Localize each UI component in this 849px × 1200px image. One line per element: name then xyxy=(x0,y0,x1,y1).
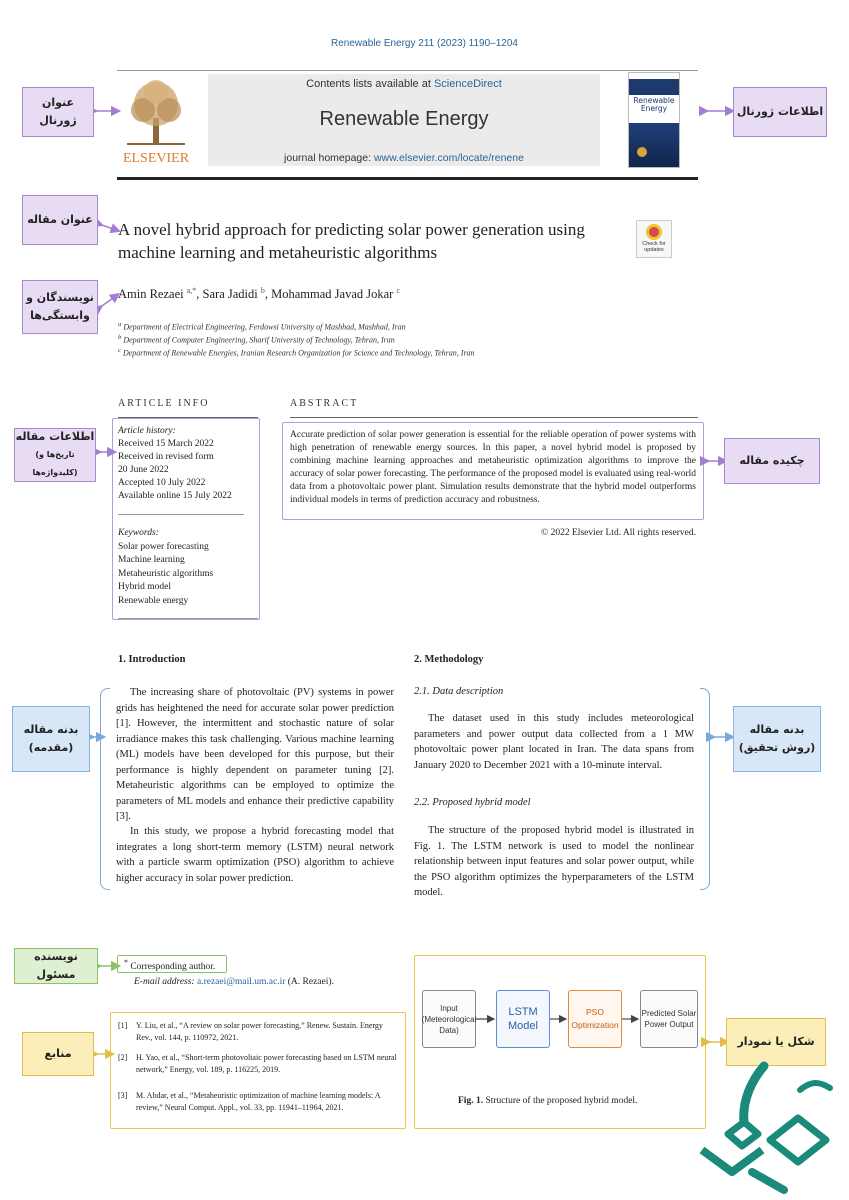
article-info-heading: ARTICLE INFO xyxy=(118,398,210,409)
abstract-heading: ABSTRACT xyxy=(290,398,359,409)
history-item: Available online 15 July 2022 xyxy=(118,491,232,501)
email-label: E-mail address: xyxy=(134,977,197,987)
cover-title: Renewable Energy xyxy=(629,95,679,123)
homepage-prefix: journal homepage: xyxy=(284,152,374,164)
callout-journal-title: عنوان ژورنال xyxy=(22,87,94,137)
journal-banner xyxy=(208,74,600,166)
author-affil-sup[interactable]: c xyxy=(396,286,401,295)
affiliation: $^a$ Department of Electrical Engineering, Ferdowsi University of Mashhad, Mashhad, Iran xyxy=(118,321,406,332)
divider xyxy=(118,514,244,515)
journal-cover-image xyxy=(628,72,680,168)
callout-abstract: چکیده مقاله xyxy=(724,438,820,484)
check-updates-label: Check for updates xyxy=(642,241,666,253)
elsevier-tree-icon xyxy=(117,74,195,166)
subsection-heading: 2.1. Data description xyxy=(414,686,504,697)
flow-box-pso: PSO Optimization xyxy=(568,990,622,1048)
keyword: Metaheuristic algorithms xyxy=(118,568,214,579)
history-item: Received 15 March 2022 xyxy=(118,439,214,449)
author-affil-sup[interactable]: a,* xyxy=(186,286,197,295)
homepage-link[interactable]: www.elsevier.com/locate/renene xyxy=(373,152,524,164)
journal-name: Renewable Energy xyxy=(319,108,489,130)
elsevier-logo xyxy=(117,74,195,166)
callout-authors-line2: وابستگی‌ها xyxy=(30,309,90,322)
email-line xyxy=(134,977,334,987)
keyword: Machine learning xyxy=(118,555,185,565)
callout-body-intro xyxy=(12,706,90,772)
figure-caption xyxy=(458,1096,637,1106)
callout-body-right-line1: بدنه مقاله xyxy=(749,723,805,736)
callout-journal-info: اطلاعات ژورنال xyxy=(733,87,827,137)
keywords-label: Keywords: xyxy=(118,528,159,538)
methodology-heading: 2. Methodology xyxy=(414,654,484,665)
intro-bracket xyxy=(100,688,110,890)
subsection-heading: 2.2. Proposed hybrid model xyxy=(414,797,531,808)
figure-label: Fig. 1. xyxy=(458,1096,484,1106)
author-name[interactable]: Sara Jadidi xyxy=(202,287,258,302)
watermark-logo xyxy=(692,1060,842,1196)
history-item: Received in revised form xyxy=(118,452,214,462)
abstract-text: Accurate prediction of solar power generation is essential for the reliable operation of power systems with high penetration of renewable energy sources. In this paper, a novel hybrid model is proposed by combining machine learning approaches and metaheuristic optimization algorithms to improve the accuracy of solar power forecasting. The performance of the proposed model is evaluated using real-world data from a photovoltaic power plant. Simulation results demonstrate that the hybrid model outperforms individual models in terms of prediction accuracy and robustness. xyxy=(290,430,696,505)
callout-body-left-line1: بدنه مقاله xyxy=(23,723,79,736)
figure-caption-text: Structure of the proposed hybrid model. xyxy=(483,1096,638,1106)
keywords-list xyxy=(118,527,213,608)
callout-body-left-line2: (مقدمه) xyxy=(28,741,74,754)
divider xyxy=(118,618,258,619)
sciencedirect-link[interactable]: ScienceDirect xyxy=(433,78,502,90)
callout-authors-line1: نویسندگان و xyxy=(26,291,94,304)
method-bracket xyxy=(700,688,710,890)
corresponding-note: * Corresponding author. xyxy=(124,958,216,973)
intro-heading: 1. Introduction xyxy=(118,654,186,665)
contents-line xyxy=(208,78,600,90)
reference-item[interactable]: [3] M. Abdar, et al., “Metaheuristic optimization of machine learning models: A review,” Neural Comput. Appl., vol. 33, pp. 11941–11964, 2021. xyxy=(118,1091,381,1112)
callout-body-method xyxy=(733,706,821,772)
callout-article-title: عنوان مقاله xyxy=(22,195,98,245)
copyright-notice: © 2022 Elsevier Ltd. All rights reserved. xyxy=(541,528,696,538)
keyword: Renewable energy xyxy=(118,595,189,606)
method-paragraph: The dataset used in this study includes meteorological parameters and power output data collected from a 1 MW photovoltaic power plant located in Iran. The data spans from January 2020 to December 2021 with a 10-minute interval. xyxy=(414,713,694,771)
article-title: A novel hybrid approach for predicting solar power generation using machine learning and metaheuristic algorithms xyxy=(118,220,585,262)
author-affil-sup[interactable]: b xyxy=(260,286,265,295)
check-for-updates-button[interactable] xyxy=(636,220,672,258)
publisher-name: ELSEVIER xyxy=(122,151,190,166)
divider xyxy=(290,417,698,418)
intro-paragraph: The increasing share of photovoltaic (PV) systems in power grids has heightened the need for accurate solar power prediction [1]. However, the intermittent and stochastic nature of solar irradiance makes this task challenging. Various machine learning (ML) models have been developed for this purpose, but their performance is highly dependent on parameter tuning [2]. Metaheuristic algorithms can be employed to optimize the parameters of ML models and enhance their predictive capability [3]. xyxy=(116,687,394,822)
intro-paragraph: In this study, we propose a hybrid forecasting model that integrates a long short-term memory (LSTM) neural network with a particle swarm optimization (PSO) algorithm to achieve higher accuracy in solar power prediction. xyxy=(116,826,394,884)
corresponding-label: Corresponding author. xyxy=(130,962,216,973)
email-link[interactable]: a.rezaei@mail.um.ac.ir xyxy=(196,977,286,987)
flow-box-input: Input (Meteorological Data) xyxy=(422,990,476,1048)
callout-info-line2: (تاریخ‌ها و کلیدواژه‌ها) xyxy=(32,450,78,477)
keyword: Solar power forecasting xyxy=(118,541,209,552)
affiliation: $^c$ Department of Renewable Energies, Iranian Research Organization for Science and Technology, Tehran, Iran xyxy=(118,347,475,358)
callout-corresponding: نویسنده مسئول xyxy=(14,948,98,984)
header-bottom-rule xyxy=(117,177,698,180)
author-name[interactable]: Amin Rezaei xyxy=(118,287,184,302)
method-paragraph: The structure of the proposed hybrid model is illustrated in Fig. 1. The LSTM network is used to model the nonlinear relationship between input features and solar power output, while the PSO algorithm optimizes the hyperparameters of the LSTM model. xyxy=(414,825,694,898)
author-name[interactable]: Mohammad Javad Jokar xyxy=(271,287,394,302)
history-item: Accepted 10 July 2022 xyxy=(118,478,206,488)
history-label: Article history: xyxy=(118,426,176,436)
header-top-rule xyxy=(117,70,698,71)
article-history xyxy=(118,425,232,503)
callout-figure: شکل یا نمودار xyxy=(726,1018,826,1066)
flow-box-output: Predicted Solar Power Output xyxy=(640,990,698,1048)
callout-references: منابع xyxy=(22,1032,94,1076)
affiliation: $^b$ Department of Computer Engineering, Sharif University of Technology, Tehran, Iran xyxy=(118,334,395,345)
callout-info-line1: اطلاعات مقاله xyxy=(15,430,95,443)
callout-body-right-line2: (روش تحقیق) xyxy=(738,741,816,754)
callout-authors xyxy=(22,280,98,334)
callout-article-info xyxy=(14,428,96,482)
reference-item[interactable]: [2] H. Yao, et al., “Short-term photovoltaic power forecasting based on LSTM neural network,” Energy, vol. 189, p. 116225, 2019. xyxy=(118,1053,397,1074)
citation-line[interactable]: Renewable Energy 211 (2023) 1190–1204 xyxy=(331,38,518,49)
keyword: Hybrid model xyxy=(118,582,172,592)
flow-box-lstm: LSTM Model xyxy=(496,990,550,1048)
email-owner: (A. Rezaei). xyxy=(285,977,334,987)
reference-item[interactable]: [1] Y. Liu, et al., “A review on solar power forecasting,” Renew. Sustain. Energy Rev., vol. 144, p. 110972, 2021. xyxy=(118,1021,383,1042)
history-item: 20 June 2022 xyxy=(118,465,169,475)
bookmark-icon xyxy=(646,224,662,240)
homepage-line xyxy=(208,152,600,164)
contents-prefix: Contents lists available at xyxy=(306,78,434,90)
author-list: Amin Rezaei $^{a,*}$, Sara Jadidi $^b$, Mohammad Javad Jokar $^c$ xyxy=(118,286,401,302)
